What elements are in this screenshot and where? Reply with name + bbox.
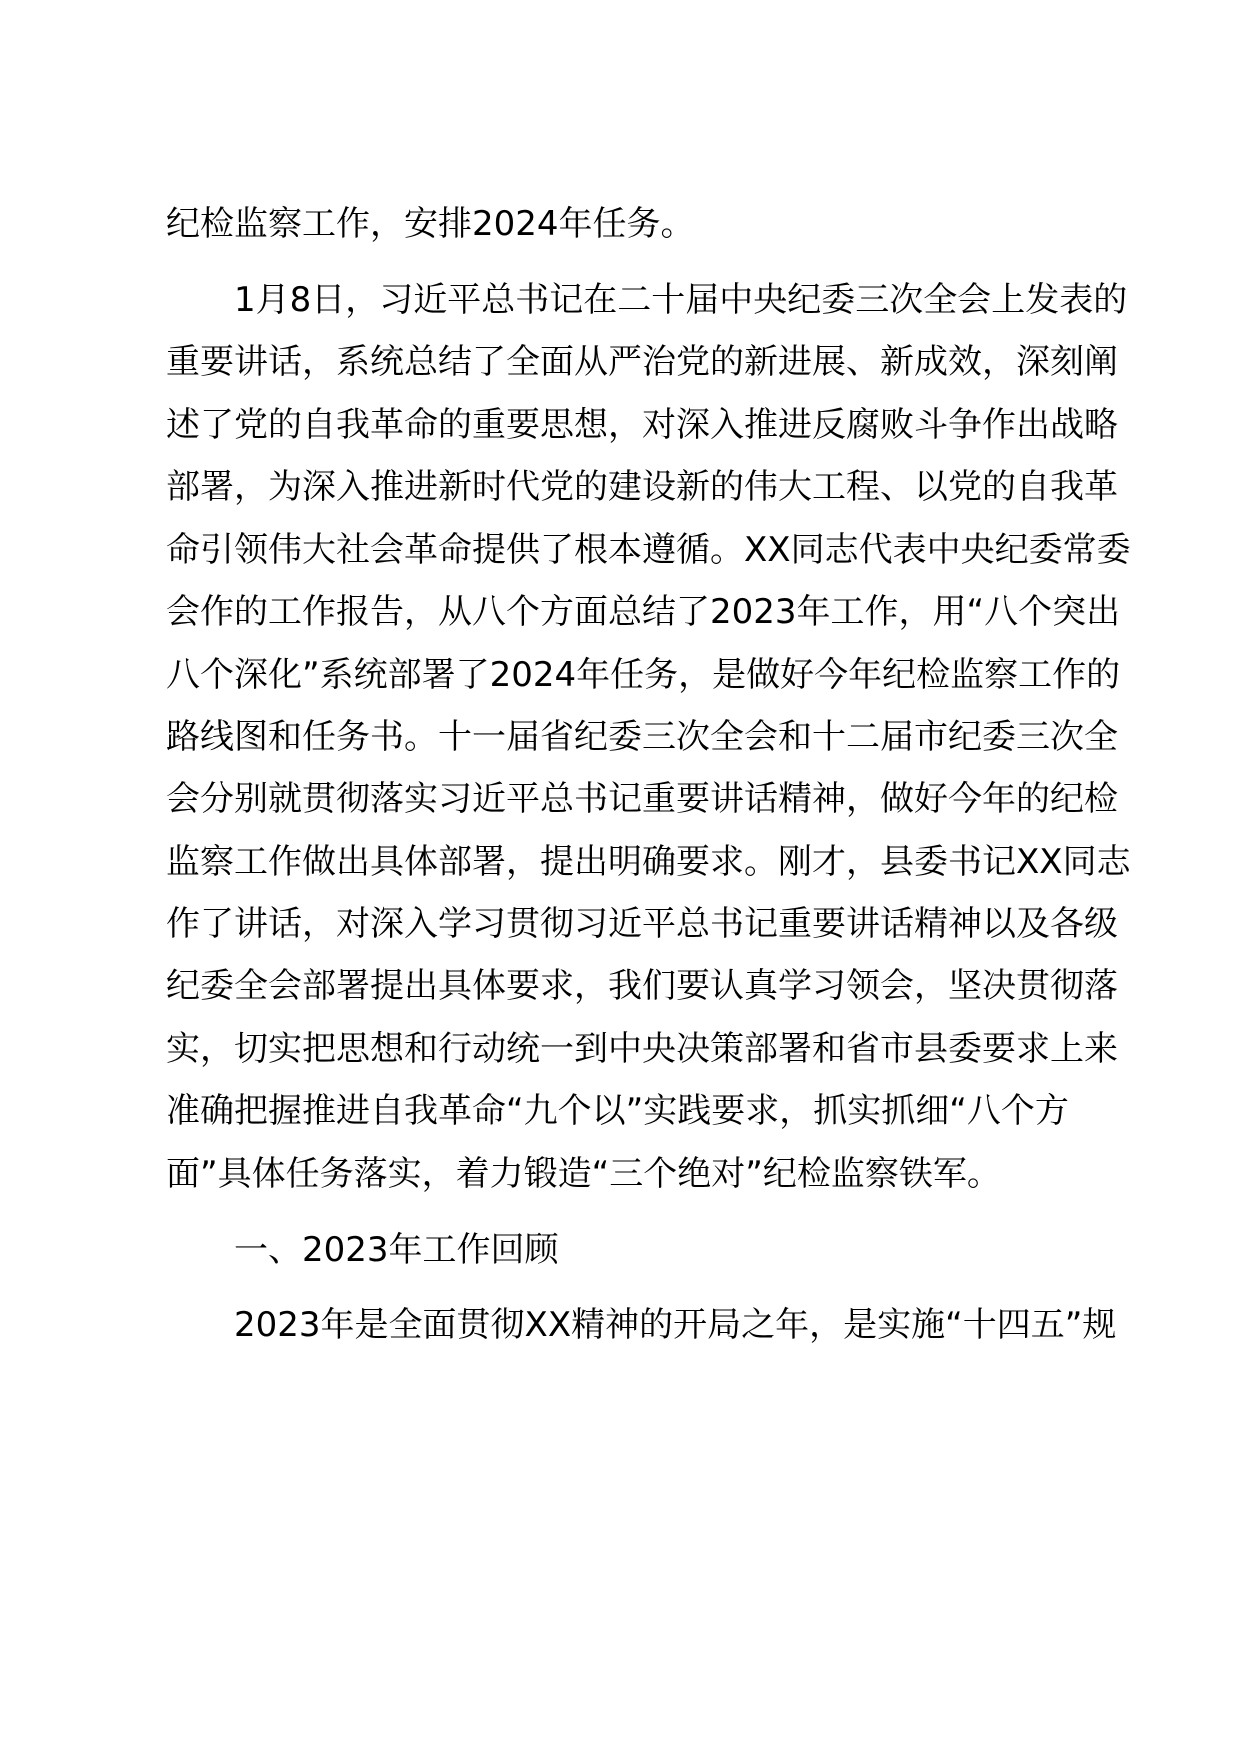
section-heading: 一、2023年工作回顾 xyxy=(234,1230,559,1270)
text-line-1: 纪检监察工作，安排2024年任务。 xyxy=(166,204,695,244)
text-line-16: 面”具体任务落实，着力锻造“三个绝对”纪检监察铁军。 xyxy=(166,1154,1001,1194)
text-line-6: 命引领伟大社会革命提供了根本遵循。XX同志代表中央纪委常委 xyxy=(166,530,1131,570)
text-line-7: 会作的工作报告，从八个方面总结了2023年工作，用“八个突出 xyxy=(166,592,1121,632)
text-line-3: 重要讲话，系统总结了全面从严治党的新进展、新成效，深刻阐 xyxy=(166,342,1118,382)
text-line-15: 准确把握推进自我革命“九个以”实践要求，抓实抓细“八个方 xyxy=(166,1091,1069,1131)
text-line-10: 会分别就贯彻落实习近平总书记重要讲话精神，做好今年的纪检 xyxy=(166,779,1118,819)
text-line-12: 作了讲话，对深入学习贯彻习近平总书记重要讲话精神以及各级 xyxy=(166,904,1118,944)
paragraph-start-line: 2023年是全面贯彻XX精神的开局之年，是实施“十四五”规 xyxy=(234,1305,1117,1345)
text-line-8: 八个深化”系统部署了2024年任务，是做好今年纪检监察工作的 xyxy=(166,655,1121,695)
text-line-14: 实，切实把思想和行动统一到中央决策部署和省市县委要求上来 xyxy=(166,1029,1118,1069)
paragraph-start-line: 1月8日，习近平总书记在二十届中央纪委三次全会上发表的 xyxy=(234,280,1128,320)
text-line-11: 监察工作做出具体部署，提出明确要求。刚才，县委书记XX同志 xyxy=(166,842,1131,882)
text-line-5: 部署，为深入推进新时代党的建设新的伟大工程、以党的自我革 xyxy=(166,467,1118,507)
text-line-13: 纪委全会部署提出具体要求，我们要认真学习领会，坚决贯彻落 xyxy=(166,966,1118,1006)
text-line-9: 路线图和任务书。十一届省纪委三次全会和十二届市纪委三次全 xyxy=(166,717,1118,757)
text-line-4: 述了党的自我革命的重要思想，对深入推进反腐败斗争作出战略 xyxy=(166,405,1118,445)
